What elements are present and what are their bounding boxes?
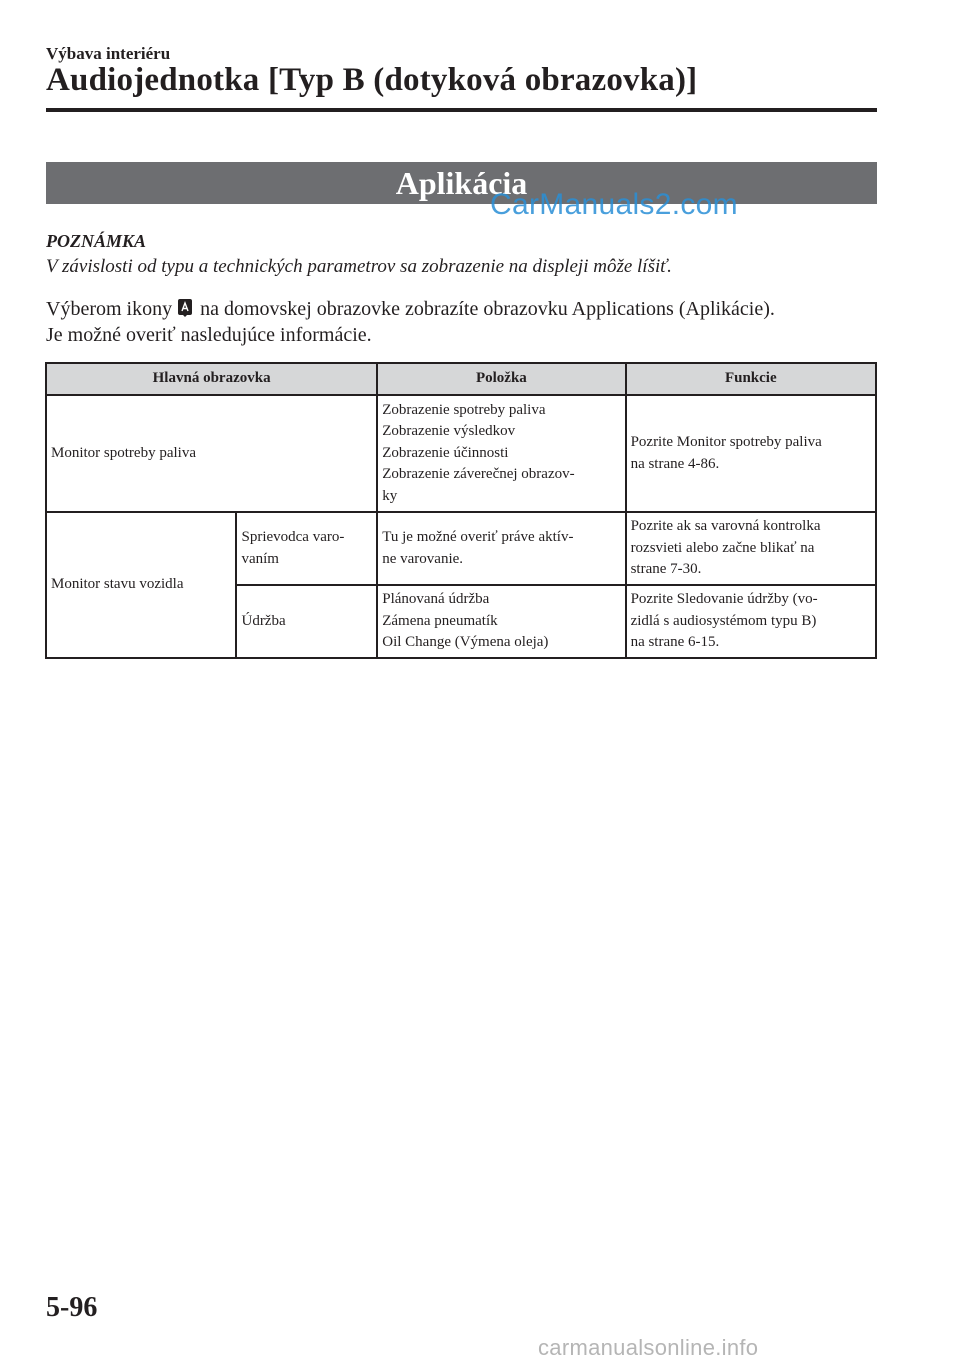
list-item: Plánovaná údržba	[382, 591, 490, 608]
footer-watermark: carmanualsonline.info	[538, 1335, 759, 1360]
function-line: na strane 4-86.	[630, 455, 720, 472]
header-rule	[46, 108, 877, 112]
table-row	[46, 395, 876, 512]
list-item: Zobrazenie spotreby paliva	[382, 401, 546, 418]
table-row	[46, 512, 876, 585]
note-title: POZNÁMKA	[46, 231, 147, 251]
function-line: Pozrite Monitor spotreby paliva	[630, 434, 822, 450]
list-item: Zobrazenie záverečnej obrazov-	[382, 466, 575, 483]
applications-icon	[177, 298, 193, 318]
list-item: Oil Change (Výmena oleja)	[382, 634, 549, 651]
table-header-main-screen: Hlavná obrazovka	[46, 363, 377, 395]
applications-table	[45, 362, 877, 659]
list-item: ne varovanie.	[382, 550, 464, 567]
category-line: Sprievodca varo-	[241, 529, 345, 545]
intro-before-icon: Výberom ikony	[46, 298, 173, 320]
table-cell-functions	[626, 512, 876, 585]
table-cell-main-screen: Monitor stavu vozidla	[46, 512, 236, 658]
table-header-row	[46, 363, 876, 395]
note-text: V závislosti od typu a technických parametrov sa zobrazenie na displeji môže líšiť.	[46, 256, 672, 277]
list-item: Zobrazenie účinnosti	[382, 444, 509, 461]
category-line: vaním	[241, 550, 279, 567]
intro-paragraph-line2: Je možné overiť nasledujúce informácie.	[46, 324, 372, 346]
function-line: Pozrite Sledovanie údržby (vo-	[630, 591, 818, 608]
table-cell-functions	[626, 395, 876, 512]
category-line: Údržba	[241, 612, 286, 629]
function-line: rozsvieti alebo začne blikať na	[630, 539, 815, 556]
table-cell-main-screen: Monitor spotreby paliva	[46, 395, 377, 512]
table-header-item: Položka	[377, 363, 625, 395]
intro-after-icon: na domovskej obrazovke zobrazíte obrazovku Applications (Aplikácie).	[200, 298, 775, 320]
function-line: strane 7-30.	[630, 561, 702, 578]
function-line: zidlá s audiosystémom typu B)	[630, 612, 817, 629]
function-line: Pozrite ak sa varovná kontrolka	[630, 518, 821, 535]
list-item: Zámena pneumatík	[382, 612, 498, 629]
watermark: CarManuals2.com	[490, 188, 738, 221]
table-header-functions: Funkcie	[626, 363, 876, 395]
list-item: Tu je možné overiť práve aktív-	[382, 529, 574, 545]
table-cell-category	[236, 585, 377, 658]
list-item: Zobrazenie výsledkov	[382, 423, 516, 440]
page-number: 5-96	[46, 1292, 98, 1323]
list-item: ky	[382, 487, 398, 504]
function-line: na strane 6-15.	[630, 634, 720, 651]
table-cell-items	[377, 512, 625, 585]
table-cell-category	[236, 512, 377, 585]
intro-paragraph-line1	[46, 296, 775, 322]
table-cell-functions	[626, 585, 876, 658]
section-banner: Aplikácia	[46, 162, 877, 204]
table-cell-items	[377, 585, 625, 658]
chapter-title: Audiojednotka [Typ B (dotyková obrazovka)]	[46, 62, 698, 98]
table-cell-items	[377, 395, 625, 512]
section-label: Výbava interiéru	[46, 44, 171, 63]
